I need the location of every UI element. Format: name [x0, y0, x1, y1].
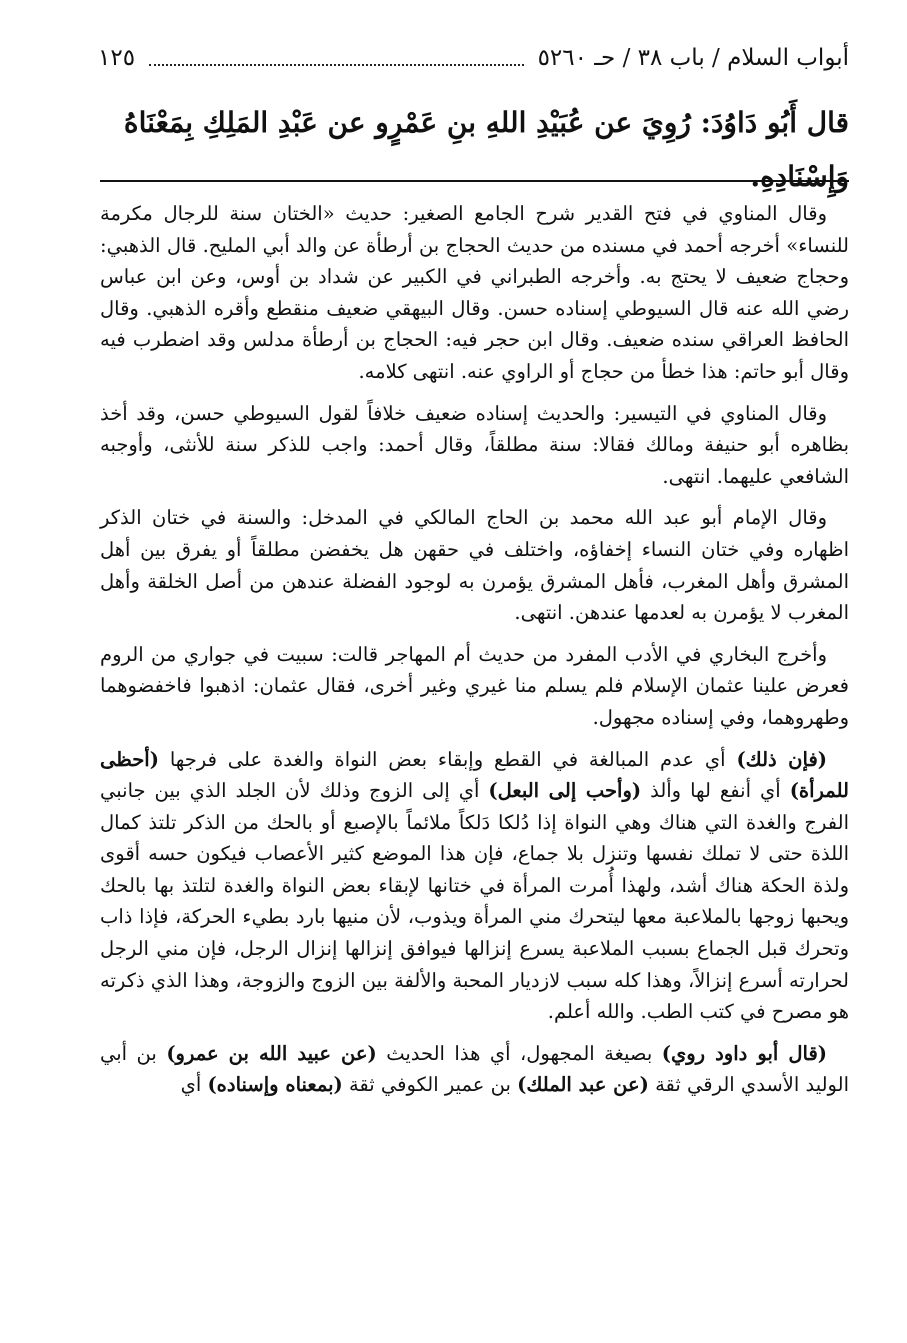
text-run: أي إلى الزوج وذلك لأن الجلد الذي بين جانبي الفرج والغدة التي هناك وهي النواة إذا دُلكا دَلكاً ملائماً بالإصبع أو بالحك من الذكر تلتذ كمال اللذة حتى لا تملك نفسها وتنزل بلا جماع، فإن هذا الموضع كثير الأعصاب فيكون حسه أقوى ولذة الحكة هناك أشد، ولهذا أُمرت المرأة في ختانها لإبقاء بعض النواة والغدة لتلتذ بها بالحك ويحبها زوجها بالملاعبة معها ليتحرك مني المرأة ويذوب، لأن منيها بارد بطيء الحركة، فإذا ذاب وتحرك قبل الجماع بسبب الملاعبة يسرع إنزالها فيوافق إنزالها إنزال الرجل، فإن مني الرجل لحرارته أسرع إنزالاً، وهذا كله سبب لازديار المحبة والألفة بين الزوج والزوجة، وهذا الذي ذكرته هو مصرح في كتب الطب. والله أعلم. [100, 779, 849, 1024]
bold-quote: (وأحب إلى البعل) [488, 779, 642, 803]
bold-quote: (عن عبد الملك) [517, 1073, 649, 1097]
text-run: أي [180, 1073, 208, 1097]
bold-quote: (فإن ذلك) [736, 747, 827, 771]
bold-quote: (عن عبيد الله بن عمرو) [166, 1041, 377, 1065]
text-run: بن عمير الكوفي ثقة [342, 1073, 518, 1097]
page-number: ١٢٥ [98, 45, 136, 71]
text-run: بصيغة المجهول، أي هذا الحديث [376, 1041, 662, 1065]
commentary-paragraph [100, 744, 849, 1028]
footnote-divider [100, 180, 849, 182]
text-run: بن أبي الوليد الأسدي الرقي ثقة [100, 1041, 849, 1097]
commentary-paragraph: وقال الإمام أبو عبد الله محمد بن الحاج المالكي في المدخل: والسنة في ختان الذكر اظهاره وفي ختان النساء إخفاؤه، واختلف في حقهن هل يخفضن مطلقاً أو يفرق بين أهل المشرق وأهل المغرب، فأهل المشرق يؤمرن به لوجود الفضلة عندهن من أصل الخلقة وأهل المغرب لا يؤمرن به لعدمها عندهن. انتهى. [100, 506, 849, 625]
hadith-text: قال أَبُو دَاوُدَ: رُوِيَ عن عُبَيْدِ اللهِ بنِ عَمْرٍو عن عَبْدِ المَلِكِ بِمَعْنَاهُ وَإِسْنَادِهِ. [123, 106, 849, 193]
text-run: أي عدم المبالغة في القطع وإبقاء بعض النواة والغدة على فرجها [158, 747, 737, 771]
dotted-leader [149, 50, 524, 66]
commentary-paragraph: وقال المناوي في فتح القدير شرح الجامع الصغير: حديث «الختان سنة للرجال مكرمة للنساء» أخرجه أحمد في مسنده من حديث الحجاج بن أرطأة عن والد أبي المليح. قال الذهبي: وحجاج ضعيف لا يحتج به. وأخرجه الطبراني في الكبير عن شداد بن أوس، وعن ابن عباس رضي الله عنه قال السيوطي إسناده حسن. وقال البيهقي ضعيف منقطع وأقره الذهبي. وقال الحافظ العراقي سنده ضعيف. وقال ابن حجر فيه: الحجاج بن أرطأة مدلس وقد اضطرب فيه وقال أبو حاتم: هذا خطأ من حجاج أو الراوي عنه. انتهى كلامه. [100, 202, 849, 383]
commentary-section [100, 198, 849, 1111]
commentary-paragraph: وقال المناوي في التيسير: والحديث إسناده ضعيف خلافاً لقول السيوطي حسن، وقد أخذ بظاهره أبو حنيفة ومالك فقالا: سنة مطلقاً، وقال أحمد: واجب للذكر سنة للأنثى، وأوجبه الشافعي عليهما. انتهى. [100, 401, 849, 488]
commentary-paragraph: وأخرج البخاري في الأدب المفرد من حديث أم المهاجر قالت: سبيت في جواري من الروم فعرض علينا عثمان الإسلام فلم يسلم منا غيري وغير أخرى، فقال عثمان: اذهبوا فاخفضوهما وطهروهما، وفي إسناده مجهول. [100, 642, 849, 729]
text-run: أي أنفع لها وألذ [641, 779, 790, 803]
running-title: أبواب السلام / باب ٣٨ / حـ ٥٢٦٠ [537, 45, 849, 71]
bold-quote: (أحظى للمرأة) [100, 747, 849, 803]
bold-quote: (قال أبو داود روي) [661, 1041, 827, 1065]
bold-quote: (بمعناه وإسناده) [207, 1073, 343, 1097]
commentary-paragraph [100, 1038, 849, 1101]
page-header [98, 38, 849, 78]
